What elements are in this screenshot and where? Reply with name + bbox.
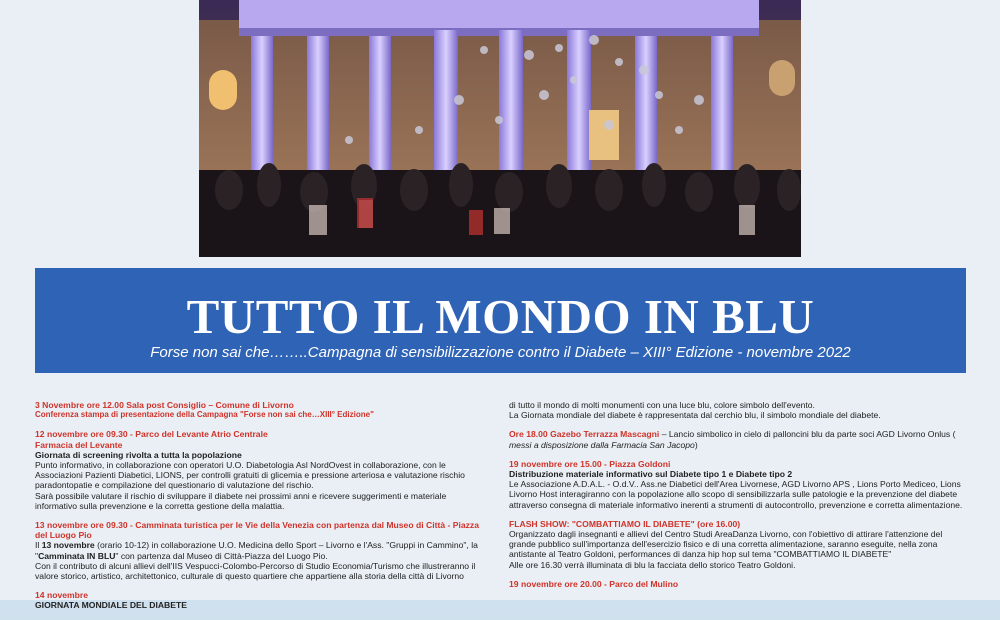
event-body-2: Alle ore 16.30 verrà illuminata di blu la facciata dello storico Teatro Goldoni. (509, 559, 796, 570)
event-heading: 3 Novembre ore 12.00 Sala post Consiglio – Comune di Livorno (35, 400, 294, 410)
event-screening (35, 429, 485, 511)
event-photo (199, 0, 801, 257)
body-bold-name: Camminata IN BLU (38, 550, 116, 561)
event-body: Le Associazione A.D.A.L. - O.d.V.. Ass.ne Diabetici dell'Area Livornese, AGD Livorno APS , Lions Porto Mediceo, Lions Livorno Host interagiranno con la popolazione allo scopo di sensibilizzarla sulle patologie e la prevenzione del diabete attraverso consegna di materiale informativo inerenti a strumenti di autocontrollo, prevenzione e corretta alimentazione. (509, 479, 963, 510)
right-column (509, 400, 964, 598)
event-body (509, 429, 964, 449)
event-body: Organizzato dagli insegnanti e allievi del Centro Studi AreaDanza Livorno, con l'obiettivo di attirare l'attenzione del grande pubblico sull'importanza dell'esercizio fisico e di una corretta alimentazione, saranno eseguite, nella zona antistante al Teatro Goldoni, performances di danza hip hop sul tema "COMBATTIAMO IL DIABETE" (509, 529, 943, 560)
body-text: – Lancio simbolico in cielo di palloncini blu da parte soci AGD Livorno Onlus ( (659, 429, 956, 440)
title-banner (35, 268, 966, 373)
event-mulino (509, 579, 964, 589)
body-text: " con partenza dal Museo di Città-Piazza del Luogo Pio. (115, 550, 328, 561)
event-body-2: La Giornata mondiale del diabete è rappresentata dal cerchio blu, il simbolo mondiale del diabete. (509, 410, 881, 421)
event-body-2: Con il contributo di alcuni allievi dell'IIS Vespucci-Colombo-Percorso di Studio Economia/Turismo che illustreranno il valore storico, artistico, architettonico, culturale di questo quartiere che appartiene alla storia della città di Livorno (35, 560, 476, 582)
event-heading: Ore 18.00 Gazebo Terrazza Mascagni (509, 429, 660, 440)
event-body (35, 540, 485, 560)
banner-subtitle: Forse non sai che……..Campagna di sensibilizzazione contro il Diabete – XIII° Edizione - novembre 2022 (150, 344, 851, 361)
event-subheading: Conferenza stampa di presentazione della Campagna "Forse non sai che…XIII° Edizione" (35, 410, 374, 420)
event-body: di tutto il mondo di molti monumenti con una luce blu, colore simbolo dell'evento. (509, 400, 815, 410)
left-column (35, 400, 485, 620)
body-text: Il (35, 540, 42, 551)
body-italic: messi a disposizione dalla Farmacia San Jacopo (509, 439, 695, 450)
event-heading: 13 novembre ore 09.30 - Camminata turistica per le Vie della Venezia con partenza dal Museo di Città - Piazza del Luogo Pio (35, 520, 480, 541)
event-body-2: Sarà possibile valutare il rischio di sviluppare il diabete nei prossimi anni e ricevere suggerimenti e materiale informativo sulla prevenzione e la corretta gestione della malattia. (35, 490, 447, 511)
event-heading: FLASH SHOW: "COMBATTIAMO IL DIABETE" (ore 16.00) (509, 518, 741, 529)
event-balloons (509, 429, 964, 449)
event-world-day (35, 590, 485, 610)
event-flash-show (509, 519, 964, 570)
body-text: ) (694, 439, 698, 450)
event-title: Distribuzione materiale informativo sul Diabete tipo 1 e Diabete tipo 2 (509, 469, 793, 480)
event-heading: 19 novembre ore 15.00 - Piazza Goldoni (509, 458, 671, 469)
event-heading: 12 novembre ore 09.30 - Parco del Levante Atrio Centrale (35, 429, 268, 440)
event-world-day-continued (509, 400, 964, 420)
body-bold-date: 13 novembre (41, 540, 95, 551)
event-heading-2: Farmacia del Levante (35, 439, 123, 450)
banner-title: TUTTO IL MONDO IN BLU (186, 289, 815, 344)
event-title: Giornata di screening rivolta a tutta la popolazione (35, 449, 242, 460)
event-press-conference (35, 400, 485, 420)
body-text: (orario 10-12) in collaborazione U.O. Medicina dello Sport – Livorno e l'Ass. "Gruppi in Cammino", la " (35, 540, 478, 561)
event-walk (35, 520, 485, 581)
event-body: Punto informativo, in collaborazione con operatori U.O. Diabetologia Asl NordOvest in collaborazione, con le Associazioni Pazienti Diabetici, LIONS, per controlli gratuiti di glicemia e pressione arteriosa e valutazione rischio paradontopatie e compilazione del questionario di valutazione del rischio. (35, 460, 465, 491)
event-heading: 14 novembre (35, 590, 89, 601)
event-title: GIORNATA MONDIALE DEL DIABETE (35, 600, 187, 611)
event-heading: 19 novembre ore 20.00 - Parco del Mulino (509, 578, 679, 589)
event-photo-illustration (199, 0, 801, 257)
event-info-distribution (509, 459, 964, 510)
